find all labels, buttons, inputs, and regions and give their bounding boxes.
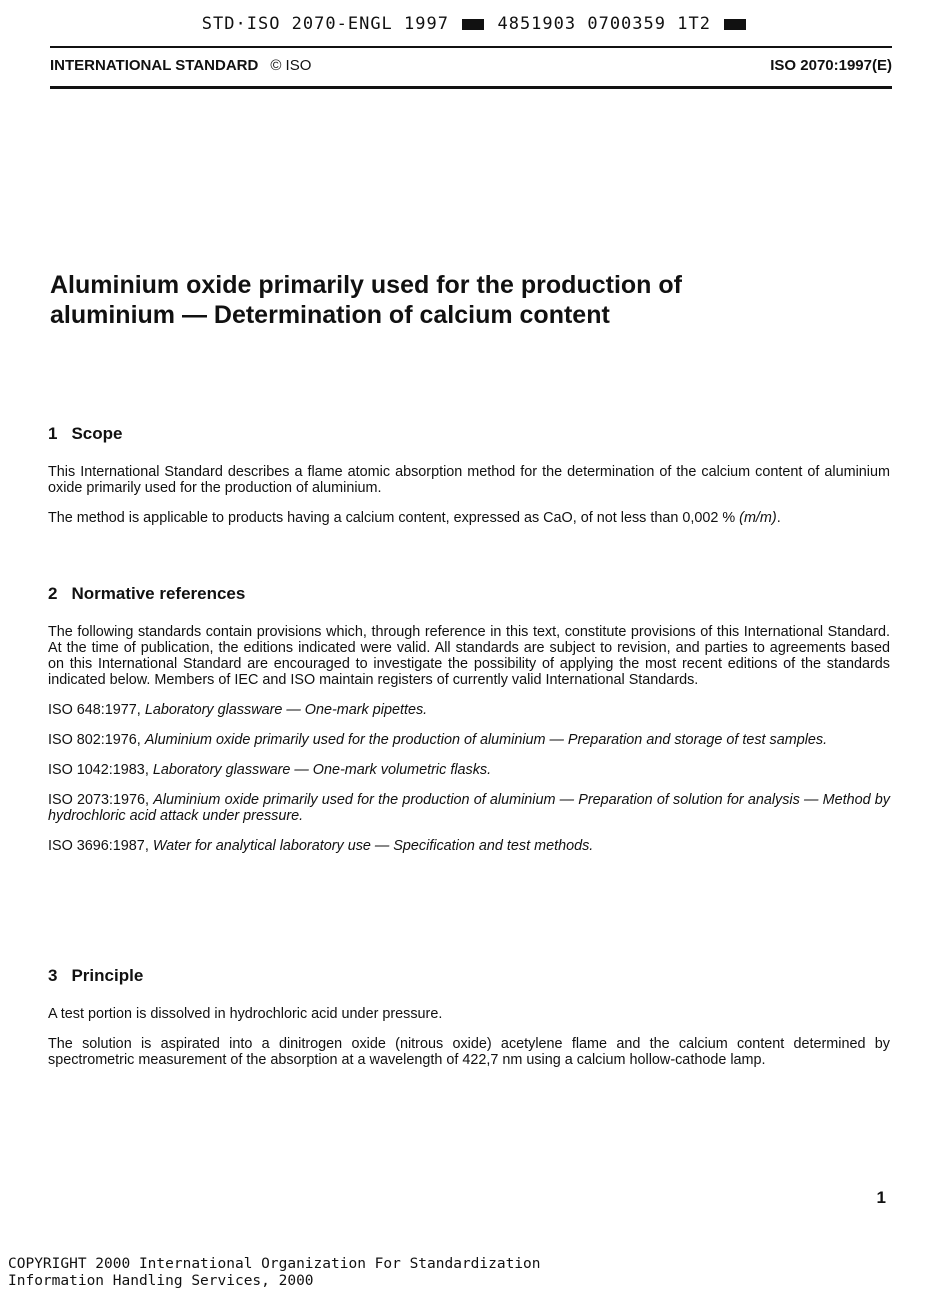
header-rule-bottom xyxy=(50,86,892,89)
barcode-block-2 xyxy=(724,19,746,30)
document-code-part2: 4851903 0700359 1T2 xyxy=(497,14,711,34)
footer-line-1: COPYRIGHT 2000 International Organization For Standardization xyxy=(8,1256,541,1272)
unit-mass-fraction: (m/m) xyxy=(739,510,777,526)
paragraph: The following standards contain provisions which, through reference in this text, constitute provisions of this International Standard. At the time of publication, the editions indicated were valid. All standards are subject to revision, and parties to agreements based on this International Standard are encouraged to investigate the possibility of applying the most recent editions of the standards indicated below. Members of IEC and ISO maintain registers of currently valid International Standards. xyxy=(48,624,890,688)
paragraph-end: . xyxy=(776,510,781,526)
header-copyright: © ISO xyxy=(270,57,312,74)
reference-code: ISO 648:1977, xyxy=(48,702,145,718)
copyright-footer xyxy=(8,1256,541,1290)
title-line-1: Aluminium oxide primarily used for the production of xyxy=(50,271,682,299)
section-heading xyxy=(48,426,890,442)
section-number: 3 xyxy=(48,966,58,985)
paragraph: A test portion is dissolved in hydrochloric acid under pressure. xyxy=(48,1006,443,1022)
reference-title: Laboratory glassware — One-mark volumetric flasks. xyxy=(152,762,492,778)
reference-code: ISO 2073:1976, xyxy=(48,792,154,808)
paragraph-text: The method is applicable to products having a calcium content, expressed as CaO, of not less than 0,002 % xyxy=(48,510,740,526)
reference-title: Aluminium oxide primarily used for the production of aluminium — Preparation of solution for analysis — Method by hydrochloric acid attack under pressure. xyxy=(48,792,890,824)
document-code-part1: STD·ISO 2070-ENGL 1997 xyxy=(201,14,449,34)
barcode-block-1 xyxy=(462,19,484,30)
reference-code: ISO 802:1976, xyxy=(48,732,145,748)
section-principle xyxy=(48,968,890,1082)
reference-code: ISO 1042:1983, xyxy=(48,762,153,778)
paragraph: The solution is aspirated into a dinitrogen oxide (nitrous oxide) acetylene flame and the calcium content determined by spectrometric measurement of the absorption at a wavelength of 422,7 nm using a calcium hollow-cathode lamp. xyxy=(48,1036,890,1068)
reference-item xyxy=(48,702,890,718)
reference-item xyxy=(48,838,890,854)
title-line-2: aluminium — Determination of calcium content xyxy=(50,301,610,329)
section-scope xyxy=(48,426,890,540)
section-normative-references xyxy=(48,586,890,868)
section-title: Normative references xyxy=(71,584,246,603)
header-standard-number: ISO 2070:1997(E) xyxy=(770,57,892,74)
header-standard-type: INTERNATIONAL STANDARD xyxy=(50,57,259,74)
paragraph: This International Standard describes a flame atomic absorption method for the determination of the calcium content of aluminium oxide primarily used for the production of aluminium. xyxy=(48,464,890,496)
header-rule-top xyxy=(50,46,892,48)
running-header xyxy=(50,57,892,74)
section-heading xyxy=(48,968,890,984)
paragraph xyxy=(48,510,890,526)
section-title: Principle xyxy=(71,966,144,985)
reference-code: ISO 3696:1987, xyxy=(48,838,153,854)
reference-item xyxy=(48,732,890,748)
section-heading xyxy=(48,586,890,602)
section-number: 2 xyxy=(48,584,58,603)
document-title xyxy=(50,270,892,330)
section-number: 1 xyxy=(48,424,58,443)
reference-item xyxy=(48,792,890,824)
document-code-line xyxy=(0,14,950,34)
footer-line-2: Information Handling Services, 2000 xyxy=(8,1273,314,1289)
section-title: Scope xyxy=(71,424,123,443)
reference-title: Laboratory glassware — One-mark pipettes. xyxy=(144,702,428,718)
reference-title: Water for analytical laboratory use — Specification and test methods. xyxy=(152,838,594,854)
page-number: 1 xyxy=(876,1188,886,1207)
reference-title: Aluminium oxide primarily used for the production of aluminium — Preparation and storage of test samples. xyxy=(144,732,828,748)
reference-item xyxy=(48,762,890,778)
